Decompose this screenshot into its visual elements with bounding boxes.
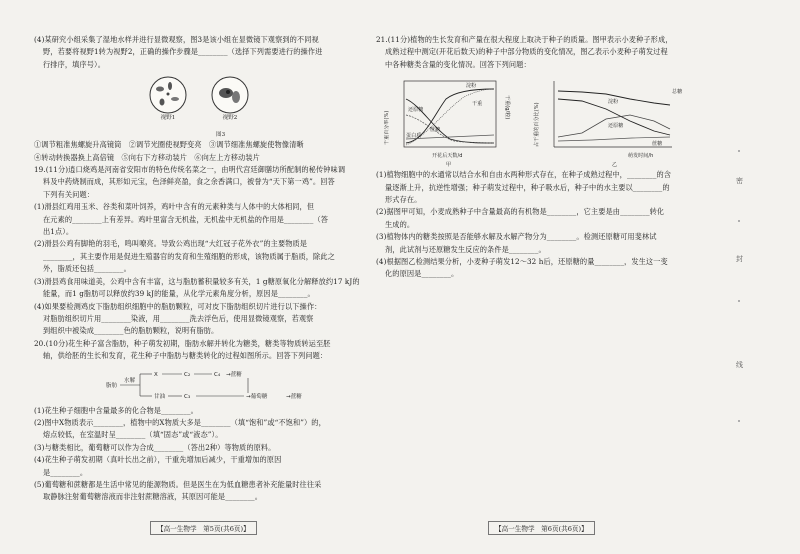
yi-xlabel: 萌发时间/h bbox=[628, 153, 654, 160]
flow-hydrolysis: 水解 bbox=[124, 377, 136, 384]
left-column bbox=[34, 34, 366, 504]
figure-jia bbox=[384, 75, 512, 167]
microscope-view-2 bbox=[210, 75, 250, 131]
q4-options bbox=[34, 139, 366, 164]
text-line: (3)滑县鸡食用味道美，公鸡中含有丰富，这与脂肪蓄积量较多有关，1 g糖原氧化分解释放约17 kJ的 bbox=[34, 276, 360, 286]
text-line: (4)某研究小组采集了湿地水样并进行显微观察，图3是该小组在显微镜下观察到的不同视 bbox=[34, 35, 319, 44]
right-column bbox=[376, 34, 694, 281]
text-line: (2)图中X物质表示________，植物中的X物质大多是________（填“饱和”或“不饱和”）的， bbox=[34, 417, 326, 427]
yi-figure-label: 乙 bbox=[612, 162, 618, 168]
text-line: (2)滑县公鸡有脚艳的羽毛，鸣叫嘹亮。导致公鸡出现“大红冠子花外衣”的主要物质是 bbox=[34, 239, 308, 249]
text-line: (4)如果要检测鸡皮下脂肪组织细胞中的脂肪颗粒，可对皮下脂肪组织切片进行以下操作： bbox=[34, 301, 322, 311]
text-line: 能量，而1 g脂肪可以释放约39 kJ的能量，从化学元素角度分析，原因是________。 bbox=[43, 289, 315, 299]
text-line: 料及中药烧制而成，其形如元宝，色泽鲜亮盈，食之余香满口，被誉为“天下第一鸡”。回答 bbox=[43, 177, 335, 187]
text-line: 生成的。 bbox=[385, 219, 415, 229]
text-line: 剂，此试剂与还原糖发生反应的条件是________。 bbox=[385, 244, 546, 254]
text-line: 化的原因是________。 bbox=[385, 269, 459, 279]
text-line: 在元素的________上有差异。鸡叶里富含无机盐，无机盐中无机盐的作用是________（答 bbox=[43, 214, 329, 224]
text-line: 轴，供给胚的生长和发育，花生种子中脂肪与糖类转化的过程如图所示。回答下列问题： bbox=[43, 351, 328, 361]
flow-c2: C₂ bbox=[184, 371, 191, 378]
text-line: 19.(11分)逍口烧鸡是河南省安阳市的特色传统名菜之一，由明代宫廷御膳坊所配制的秘传钟味调 bbox=[34, 165, 346, 175]
option-line: ④转动转换器换上高倍镜 ⑤向右下方移动装片 ⑥向左上方移动装片 bbox=[34, 152, 260, 162]
text-line: (1)花生种子细胞中含量最多的化合物是________。 bbox=[34, 405, 198, 415]
flow-fat: 脂肪 bbox=[106, 382, 118, 389]
q19-block bbox=[34, 164, 366, 338]
text-line: 中各种糖类含量的变化情况。回答下列问题： bbox=[385, 59, 531, 69]
q21-block bbox=[376, 34, 694, 71]
binding-dot bbox=[738, 220, 740, 222]
yi-label-reducing-sugar: 还原糖 bbox=[608, 123, 624, 130]
text-line: 野，若要将视野1转为视野2，正确的操作步骤是________（选择下列需要进行的操作进 bbox=[43, 47, 323, 57]
flow-glucose: →葡萄糖 bbox=[246, 393, 268, 400]
text-line: (5)葡萄糖和蔗糖都是生活中常见的能源物质。但是医生在为低血糖患者补充能量时往往采 bbox=[34, 479, 322, 489]
q20-block bbox=[34, 338, 366, 363]
text-line: 取静脉注射葡萄糖溶液而非注射蔗糖溶液，其原因可能是________。 bbox=[43, 492, 263, 502]
text-line: 20.(10分)花生种子富含脂肪，种子萌发初期，脂肪水解并转化为糖类，糖类等物质转运至胚 bbox=[34, 338, 331, 348]
text-line: 是________。 bbox=[43, 467, 88, 477]
text-line: 量逐渐上升，抗逆性增强；种子萌发过程中，种子吸水后，种子中的水主要以________的 bbox=[385, 182, 670, 192]
text-line: ________，其主要作用是促进生殖器官的发育和生殖细胞的形成，该物质属于脂质，除此之 bbox=[43, 251, 335, 261]
jia-xlabel: 开花后天数/d bbox=[432, 153, 463, 160]
flow-c3: C₃ bbox=[184, 393, 191, 400]
binding-char: 封 bbox=[736, 255, 743, 263]
text-line: 形式存在。 bbox=[385, 195, 422, 205]
text-line: 对脂肪组织切片用________染液，用________洗去浮色后，使用显微镜观察，若观察 bbox=[43, 313, 314, 323]
text-line: (1)植物细胞中的水通常以结合水和自由水两种形式存在，在种子成熟过程中，________的含 bbox=[376, 170, 672, 180]
text-line: 下列有关问题： bbox=[43, 189, 95, 199]
text-line: (1)滑县红鸡用玉米、谷类和菜叶饲养，鸡叶中含有的元素种类与人体中的大体相同，但 bbox=[34, 202, 315, 212]
q21-subquestions bbox=[376, 169, 694, 281]
binding-dot bbox=[738, 150, 740, 152]
microscope-view-1 bbox=[148, 75, 188, 131]
text-line: (4)花生种子萌发初期（真叶长出之前），干重先增加后减少，干重增加的原因 bbox=[34, 455, 282, 465]
fat-conversion-diagram bbox=[104, 366, 366, 402]
jia-ylabel-left: 干重百分率(%) bbox=[384, 110, 390, 146]
text-line: 行排序，填序号）。 bbox=[43, 59, 105, 69]
flow-sucrose-top: →蔗糖 bbox=[226, 371, 242, 378]
left-page-footer: 【高一生物学 第5页(共6页)】 bbox=[150, 521, 257, 535]
q20-subquestions bbox=[34, 405, 366, 504]
text-line: 成熟过程中测定(开花后数天)的种子中部分物质的变化情况，图乙表示小麦种子萌发过程 bbox=[385, 47, 668, 57]
binding-dot bbox=[738, 420, 740, 422]
view-2-label: 视野2 bbox=[222, 115, 238, 122]
figure-3-caption: 图3 bbox=[216, 132, 226, 139]
yi-ylabel: 占干重的百分比(%) bbox=[534, 102, 540, 148]
text-line: (4)根据图乙检测结果分析，小麦种子萌发12～32 h后，还原糖的量________，发生这一变 bbox=[376, 257, 668, 267]
q21-figures bbox=[384, 75, 694, 167]
flow-c4: C₄ bbox=[214, 371, 221, 378]
jia-label-sucrose: 蔗糖 bbox=[430, 127, 441, 134]
jia-figure-label: 甲 bbox=[446, 162, 452, 168]
flow-glycerol: 甘油 bbox=[154, 393, 166, 400]
text-line: (2)据图甲可知，小麦成熟种子中含量最高的有机物是________，它主要是由________转化 bbox=[376, 207, 665, 217]
binding-dot bbox=[738, 300, 740, 302]
yi-label-sucrose: 蔗糖 bbox=[652, 141, 663, 148]
figure-3 bbox=[148, 75, 366, 131]
yi-label-starch: 淀粉 bbox=[608, 99, 619, 106]
binding-char: 线 bbox=[736, 361, 743, 369]
flow-sucrose: →蔗糖 bbox=[286, 393, 302, 400]
text-line: 21.(11分)植物的生长发育和产量在很大程度上取决于种子的质量。图甲表示小麦种子形成， bbox=[376, 35, 673, 44]
view-1-label: 视野1 bbox=[160, 115, 176, 122]
jia-label-protein: 蛋白质 bbox=[406, 133, 422, 140]
option-line: ①调节粗准焦螺旋升高镜筒 ②调节光圈使视野变亮 ③调节细准焦螺旋使物像清晰 bbox=[34, 140, 304, 150]
yi-label-total-sugar: 总糖 bbox=[672, 89, 682, 96]
text-line: 外，脂质还包括________。 bbox=[43, 264, 131, 274]
figure-yi bbox=[532, 75, 682, 167]
text-line: (3)植物体内的糖类按照是否能够水解及水解产物分为________。检测还原糖可用斐林试 bbox=[376, 232, 657, 242]
flow-x: X bbox=[154, 371, 158, 378]
right-page-footer: 【高一生物学 第6页(共6页)】 bbox=[488, 521, 595, 535]
text-line: 出1点）。 bbox=[43, 227, 74, 237]
jia-label-dry-weight: 干重 bbox=[472, 101, 483, 108]
binding-char: 密 bbox=[736, 177, 743, 185]
q4-block bbox=[34, 34, 366, 71]
jia-ylabel-right: 干重(g/粒) bbox=[504, 95, 510, 120]
text-line: 熔点较低，在室温时呈________（填“固态”或“液态”）。 bbox=[43, 430, 223, 440]
text-line: 到组织中被染成________色的脂肪颗粒，说明有脂肪。 bbox=[43, 326, 219, 336]
text-line: (3)与糖类相比，葡萄糖可以作为合成________（答出2种）等物质的原料。 bbox=[34, 442, 276, 452]
jia-label-reducing-sugar: 还原糖 bbox=[408, 107, 424, 114]
jia-label-starch: 淀粉 bbox=[466, 83, 477, 90]
